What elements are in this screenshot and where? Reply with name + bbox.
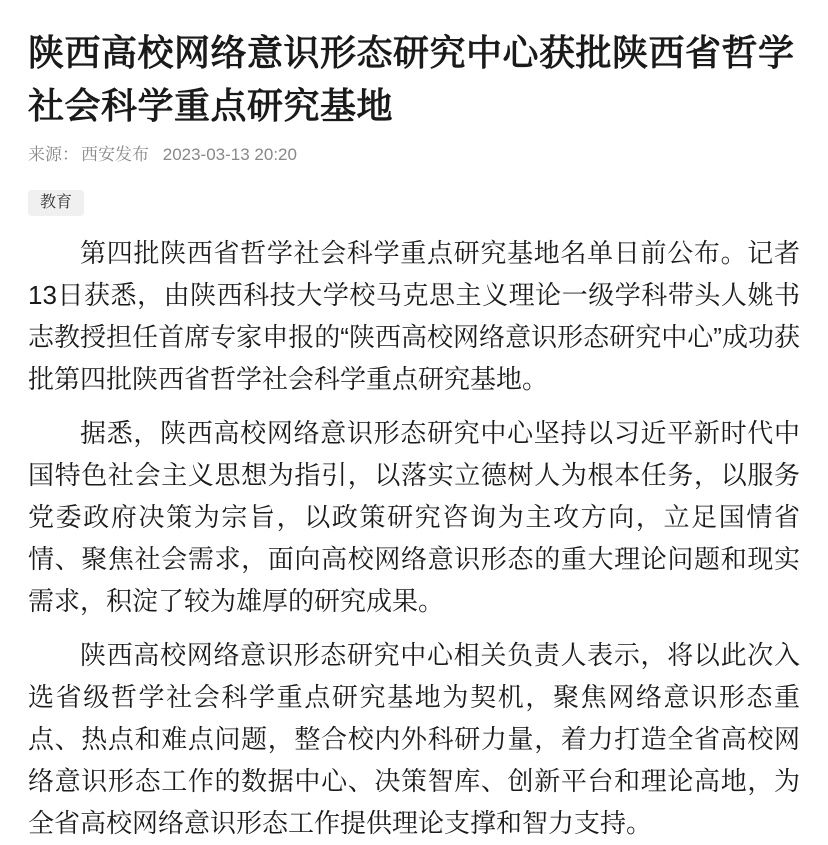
article-title: 陕西高校网络意识形态研究中心获批陕西省哲学社会科学重点研究基地 xyxy=(28,32,795,126)
article-paragraph-2: 据悉，陕西高校网络意识形态研究中心坚持以习近平新时代中国特色社会主义思想为指引，以落实立德树人为根本任务，以服务党委政府决策为宗旨，以政策研究咨询为主攻方向，立足国情省情、聚焦社会需求，面向高校网络意识形态的重大理论问题和现实需求，积淀了较为雄厚的研究成果。 xyxy=(28,418,800,616)
article-paragraph-3: 陕西高校网络意识形态研究中心相关负责人表示，将以此次入选省级哲学社会科学重点研究基地为契机，聚焦网络意识形态重点、热点和难点问题，整合校内外科研力量，着力打造全省高校网络意识形态工作的数据中心、决策智库、创新平台和理论高地，为全省高校网络意识形态工作提供理论支撑和智力支持。 xyxy=(28,640,800,838)
article-paragraph-1: 第四批陕西省哲学社会科学重点研究基地名单日前公布。记者13日获悉，由陕西科技大学校马克思主义理论一级学科带头人姚书志教授担任首席专家申报的“陕西高校网络意识形态研究中心”成功获批第四批陕西省哲学社会科学重点研究基地。 xyxy=(28,238,800,394)
article-meta xyxy=(28,144,800,166)
publish-time: 2023-03-13 20:20 xyxy=(162,145,297,164)
source-label: 来源： xyxy=(28,145,79,164)
source-name: 西安发布 xyxy=(81,145,149,164)
category-tag[interactable]: 教育 xyxy=(28,190,84,216)
tag-row xyxy=(28,190,800,216)
